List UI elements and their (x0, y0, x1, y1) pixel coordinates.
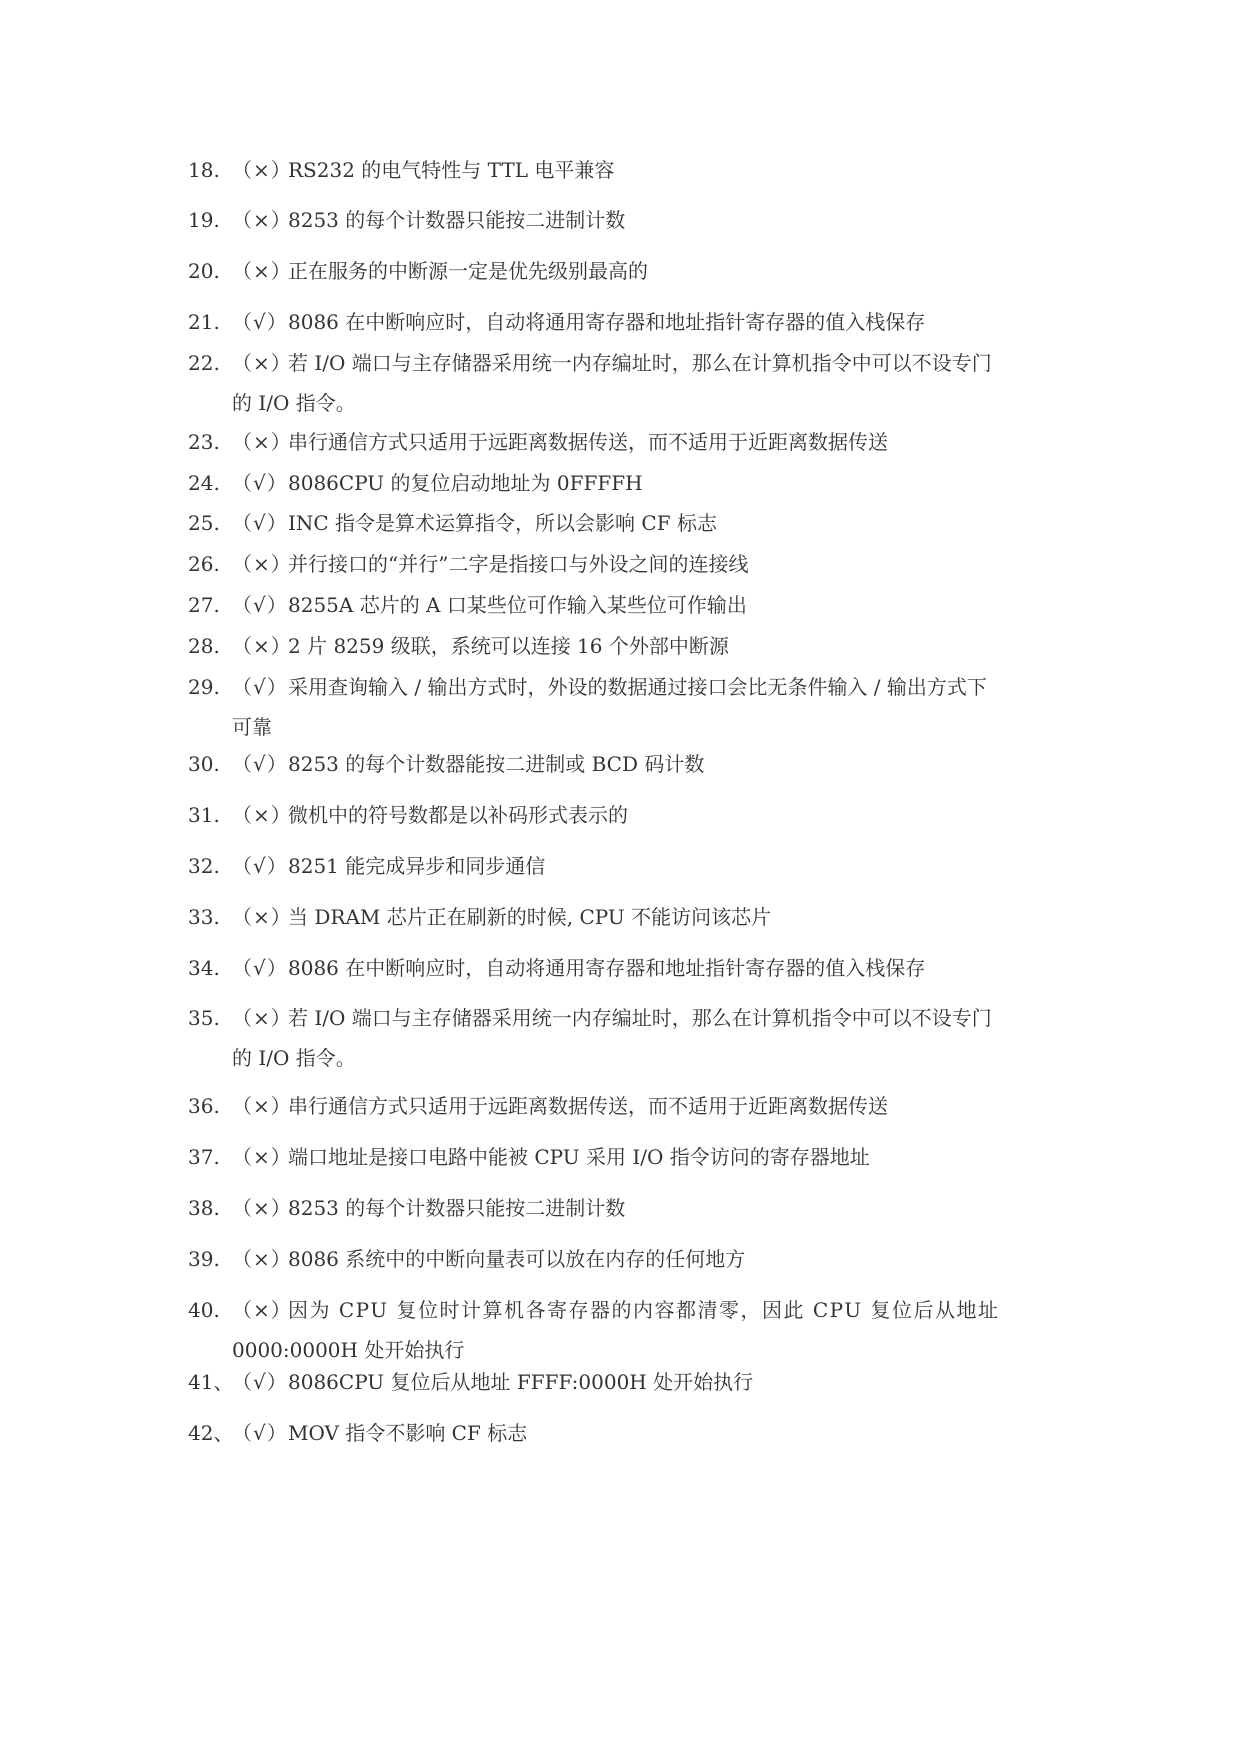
answer-mark: （√） (232, 752, 288, 776)
item-number: 36. (188, 1094, 220, 1118)
item-number: 39. (188, 1247, 220, 1271)
item-number: 22. (188, 351, 220, 375)
item-number: 42、 (188, 1421, 234, 1445)
item-text: 8253 的每个计数器只能按二进制计数 (288, 1196, 626, 1220)
item-text: MOV 指令不影响 CF 标志 (288, 1421, 528, 1445)
item-number: 19. (188, 208, 220, 232)
item-text: 串行通信方式只适用于远距离数据传送，而不适用于近距离数据传送 (288, 430, 888, 454)
item-text: 并行接口的“并行”二字是指接口与外设之间的连接线 (288, 552, 749, 576)
item-text: 正在服务的中断源一定是优先级别最高的 (288, 259, 648, 283)
answer-mark: （×） (232, 1094, 292, 1118)
item-text-continuation: 0000:0000H 处开始执行 (232, 1338, 465, 1362)
item-text: 若 I/O 端口与主存储器采用统一内存编址时，那么在计算机指令中可以不设专门 (288, 1006, 992, 1030)
item-number: 21. (188, 310, 220, 334)
item-number: 30. (188, 752, 220, 776)
answer-mark: （×） (232, 430, 292, 454)
item-number: 24. (188, 471, 220, 495)
answer-mark: （√） (232, 675, 288, 699)
item-text: 2 片 8259 级联，系统可以连接 16 个外部中断源 (288, 634, 729, 658)
answer-mark: （×） (232, 158, 292, 182)
item-text: 微机中的符号数都是以补码形式表示的 (288, 803, 628, 827)
item-text-continuation: 可靠 (232, 715, 272, 739)
answer-mark: （×） (232, 1145, 292, 1169)
item-text: 8086 在中断响应时，自动将通用寄存器和地址指针寄存器的值入栈保存 (288, 310, 926, 334)
item-text: 8086 系统中的中断向量表可以放在内存的任何地方 (288, 1247, 746, 1271)
item-number: 33. (188, 905, 220, 929)
item-number: 28. (188, 634, 220, 658)
answer-mark: （√） (232, 471, 288, 495)
item-text: 若 I/O 端口与主存储器采用统一内存编址时，那么在计算机指令中可以不设专门 (288, 351, 992, 375)
item-number: 34. (188, 956, 220, 980)
item-number: 35. (188, 1006, 220, 1030)
item-number: 25. (188, 511, 220, 535)
item-number: 27. (188, 593, 220, 617)
answer-mark: （×） (232, 905, 292, 929)
list-item (188, 998, 1068, 1078)
item-text: 端口地址是接口电路中能被 CPU 采用 I/O 指令访问的寄存器地址 (288, 1145, 870, 1169)
answer-mark: （×） (232, 259, 292, 283)
answer-mark: （√） (232, 956, 288, 980)
item-number: 26. (188, 552, 220, 576)
item-text-continuation: 的 I/O 指令。 (232, 1046, 356, 1070)
answer-mark: （×） (232, 552, 292, 576)
item-text: INC 指令是算术运算指令，所以会影响 CF 标志 (288, 511, 717, 535)
answer-mark: （×） (232, 634, 292, 658)
item-number: 41、 (188, 1370, 234, 1394)
item-text: 8251 能完成异步和同步通信 (288, 854, 546, 878)
item-number: 29. (188, 675, 220, 699)
answer-mark: （×） (232, 351, 292, 375)
item-text: 当 DRAM 芯片正在刷新的时候, CPU 不能访问该芯片 (288, 905, 772, 929)
answer-mark: （√） (232, 310, 288, 334)
list-item (188, 667, 1068, 747)
answer-mark: （×） (232, 1298, 292, 1322)
answer-mark: （×） (232, 1196, 292, 1220)
item-text: 串行通信方式只适用于远距离数据传送，而不适用于近距离数据传送 (288, 1094, 888, 1118)
item-number: 18. (188, 158, 220, 182)
answer-mark: （×） (232, 1006, 292, 1030)
list-item (188, 343, 1068, 423)
answer-mark: （×） (232, 803, 292, 827)
item-text: 采用查询输入 / 输出方式时，外设的数据通过接口会比无条件输入 / 输出方式下 (288, 675, 987, 699)
answer-mark: （√） (232, 593, 288, 617)
item-text: 8255A 芯片的 A 口某些位可作输入某些位可作输出 (288, 593, 747, 617)
item-text: 8253 的每个计数器能按二进制或 BCD 码计数 (288, 752, 705, 776)
item-text: 8253 的每个计数器只能按二进制计数 (288, 208, 626, 232)
answer-mark: （√） (232, 1421, 288, 1445)
item-number: 40. (188, 1298, 220, 1322)
list-item (188, 1290, 1068, 1370)
item-text: 因为 CPU 复位时计算机各寄存器的内容都清零，因此 CPU 复位后从地址 (288, 1298, 1000, 1322)
answer-mark: （√） (232, 1370, 288, 1394)
item-number: 37. (188, 1145, 220, 1169)
item-number: 23. (188, 430, 220, 454)
answer-mark: （×） (232, 1247, 292, 1271)
item-text-continuation: 的 I/O 指令。 (232, 391, 356, 415)
item-text: RS232 的电气特性与 TTL 电平兼容 (288, 158, 615, 182)
item-text: 8086 在中断响应时，自动将通用寄存器和地址指针寄存器的值入栈保存 (288, 956, 926, 980)
answer-mark: （×） (232, 208, 292, 232)
answer-mark: （√） (232, 511, 288, 535)
item-number: 32. (188, 854, 220, 878)
item-text: 8086CPU 复位后从地址 FFFF:0000H 处开始执行 (288, 1370, 754, 1394)
item-text: 8086CPU 的复位启动地址为 0FFFFH (288, 471, 643, 495)
item-number: 20. (188, 259, 220, 283)
answer-mark: （√） (232, 854, 288, 878)
item-number: 38. (188, 1196, 220, 1220)
item-number: 31. (188, 803, 220, 827)
